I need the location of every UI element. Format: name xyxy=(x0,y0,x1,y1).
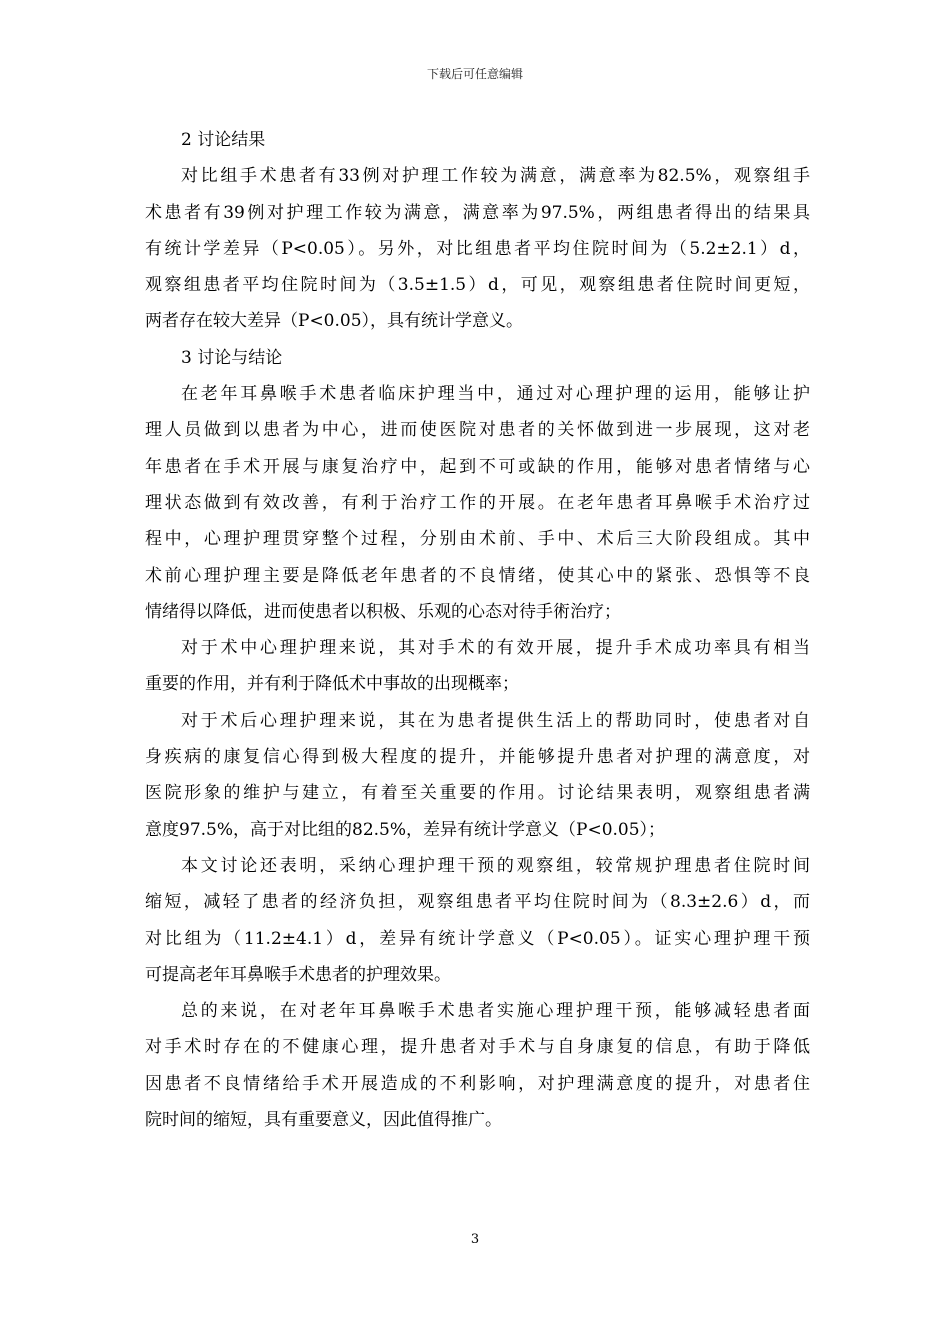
text-line: 缩短，减轻了患者的经济负担，观察组患者平均住院时间为（8.3±2.6）d，而 xyxy=(145,892,810,913)
text-line: 观察组患者平均住院时间为（3.5±1.5）d，可见，观察组患者住院时间更短， xyxy=(145,275,810,296)
text-line: 总的来说，在对老年耳鼻喉手术患者实施心理护理干预，能够减轻患者面 xyxy=(181,1001,810,1022)
text-line: 2 讨论结果 xyxy=(181,130,266,150)
text-line: 情绪得以降低，进而使患者以积极、乐观的心态对待手術治疗； xyxy=(145,601,621,622)
page-number: 3 xyxy=(470,1232,480,1247)
document-body xyxy=(145,122,810,1138)
text-line: 对手术时存在的不健康心理，提升患者对手术与自身康复的信息，有助于降低 xyxy=(145,1037,810,1058)
text-line: 对于术后心理护理来说，其在为患者提供生活上的帮助同时，使患者对自 xyxy=(181,710,810,731)
text-line: 有统计学差异（P<0.05）。另外，对比组患者平均住院时间为（5.2±2.1）d， xyxy=(145,238,810,259)
text-line: 对比组手术患者有33例对护理工作较为满意，满意率为82.5%，观察组手 xyxy=(181,166,810,187)
text-line: 意度97.5%，高于对比组的82.5%，差异有统计学意义（P<0.05）； xyxy=(145,819,666,840)
text-line: 理人员做到以患者为中心，进而使医院对患者的关怀做到进一步展现，这对老 xyxy=(145,420,810,441)
text-line: 可提高老年耳鼻喉手术患者的护理效果。 xyxy=(145,964,451,985)
text-line: 两者存在较大差异（P<0.05），具有统计学意义。 xyxy=(145,311,524,332)
text-line: 对于术中心理护理来说，其对手术的有效开展，提升手术成功率具有相当 xyxy=(181,638,810,659)
text-line: 本文讨论还表明，采纳心理护理干预的观察组，较常规护理患者住院时间 xyxy=(181,855,810,876)
text-line: 在老年耳鼻喉手术患者临床护理当中，通过对心理护理的运用，能够让护 xyxy=(181,384,810,405)
text-line: 对比组为（11.2±4.1）d，差异有统计学意义（P<0.05）。证实心理护理干预 xyxy=(145,928,810,949)
text-line: 术前心理护理主要是降低老年患者的不良情绪，使其心中的紧张、恐惧等不良 xyxy=(145,565,810,586)
text-line: 程中，心理护理贯穿整个过程，分别由术前、手中、术后三大阶段组成。其中 xyxy=(145,529,810,550)
text-line: 3 讨论与结论 xyxy=(181,347,283,368)
page-header: 下载后可任意编辑 xyxy=(426,67,523,81)
text-line: 年患者在手术开展与康复治疗中，起到不可或缺的作用，能够对患者情绪与心 xyxy=(145,456,810,477)
text-line: 院时间的缩短，具有重要意义，因此值得推广。 xyxy=(145,1110,502,1131)
text-line: 理状态做到有效改善，有利于治疗工作的开展。在老年患者耳鼻喉手术治疗过 xyxy=(145,492,810,513)
text-line: 重要的作用，并有利于降低术中事故的出现概率； xyxy=(145,674,519,695)
text-line: 身疾病的康复信心得到极大程度的提升，并能够提升患者对护理的满意度，对 xyxy=(145,747,810,768)
text-line: 因患者不良情绪给手术开展造成的不利影响，对护理满意度的提升，对患者住 xyxy=(145,1073,810,1094)
text-line: 术患者有39例对护理工作较为满意，满意率为97.5%，两组患者得出的结果具 xyxy=(145,202,810,223)
text-line: 医院形象的维护与建立，有着至关重要的作用。讨论结果表明，观察组患者满 xyxy=(145,783,810,804)
